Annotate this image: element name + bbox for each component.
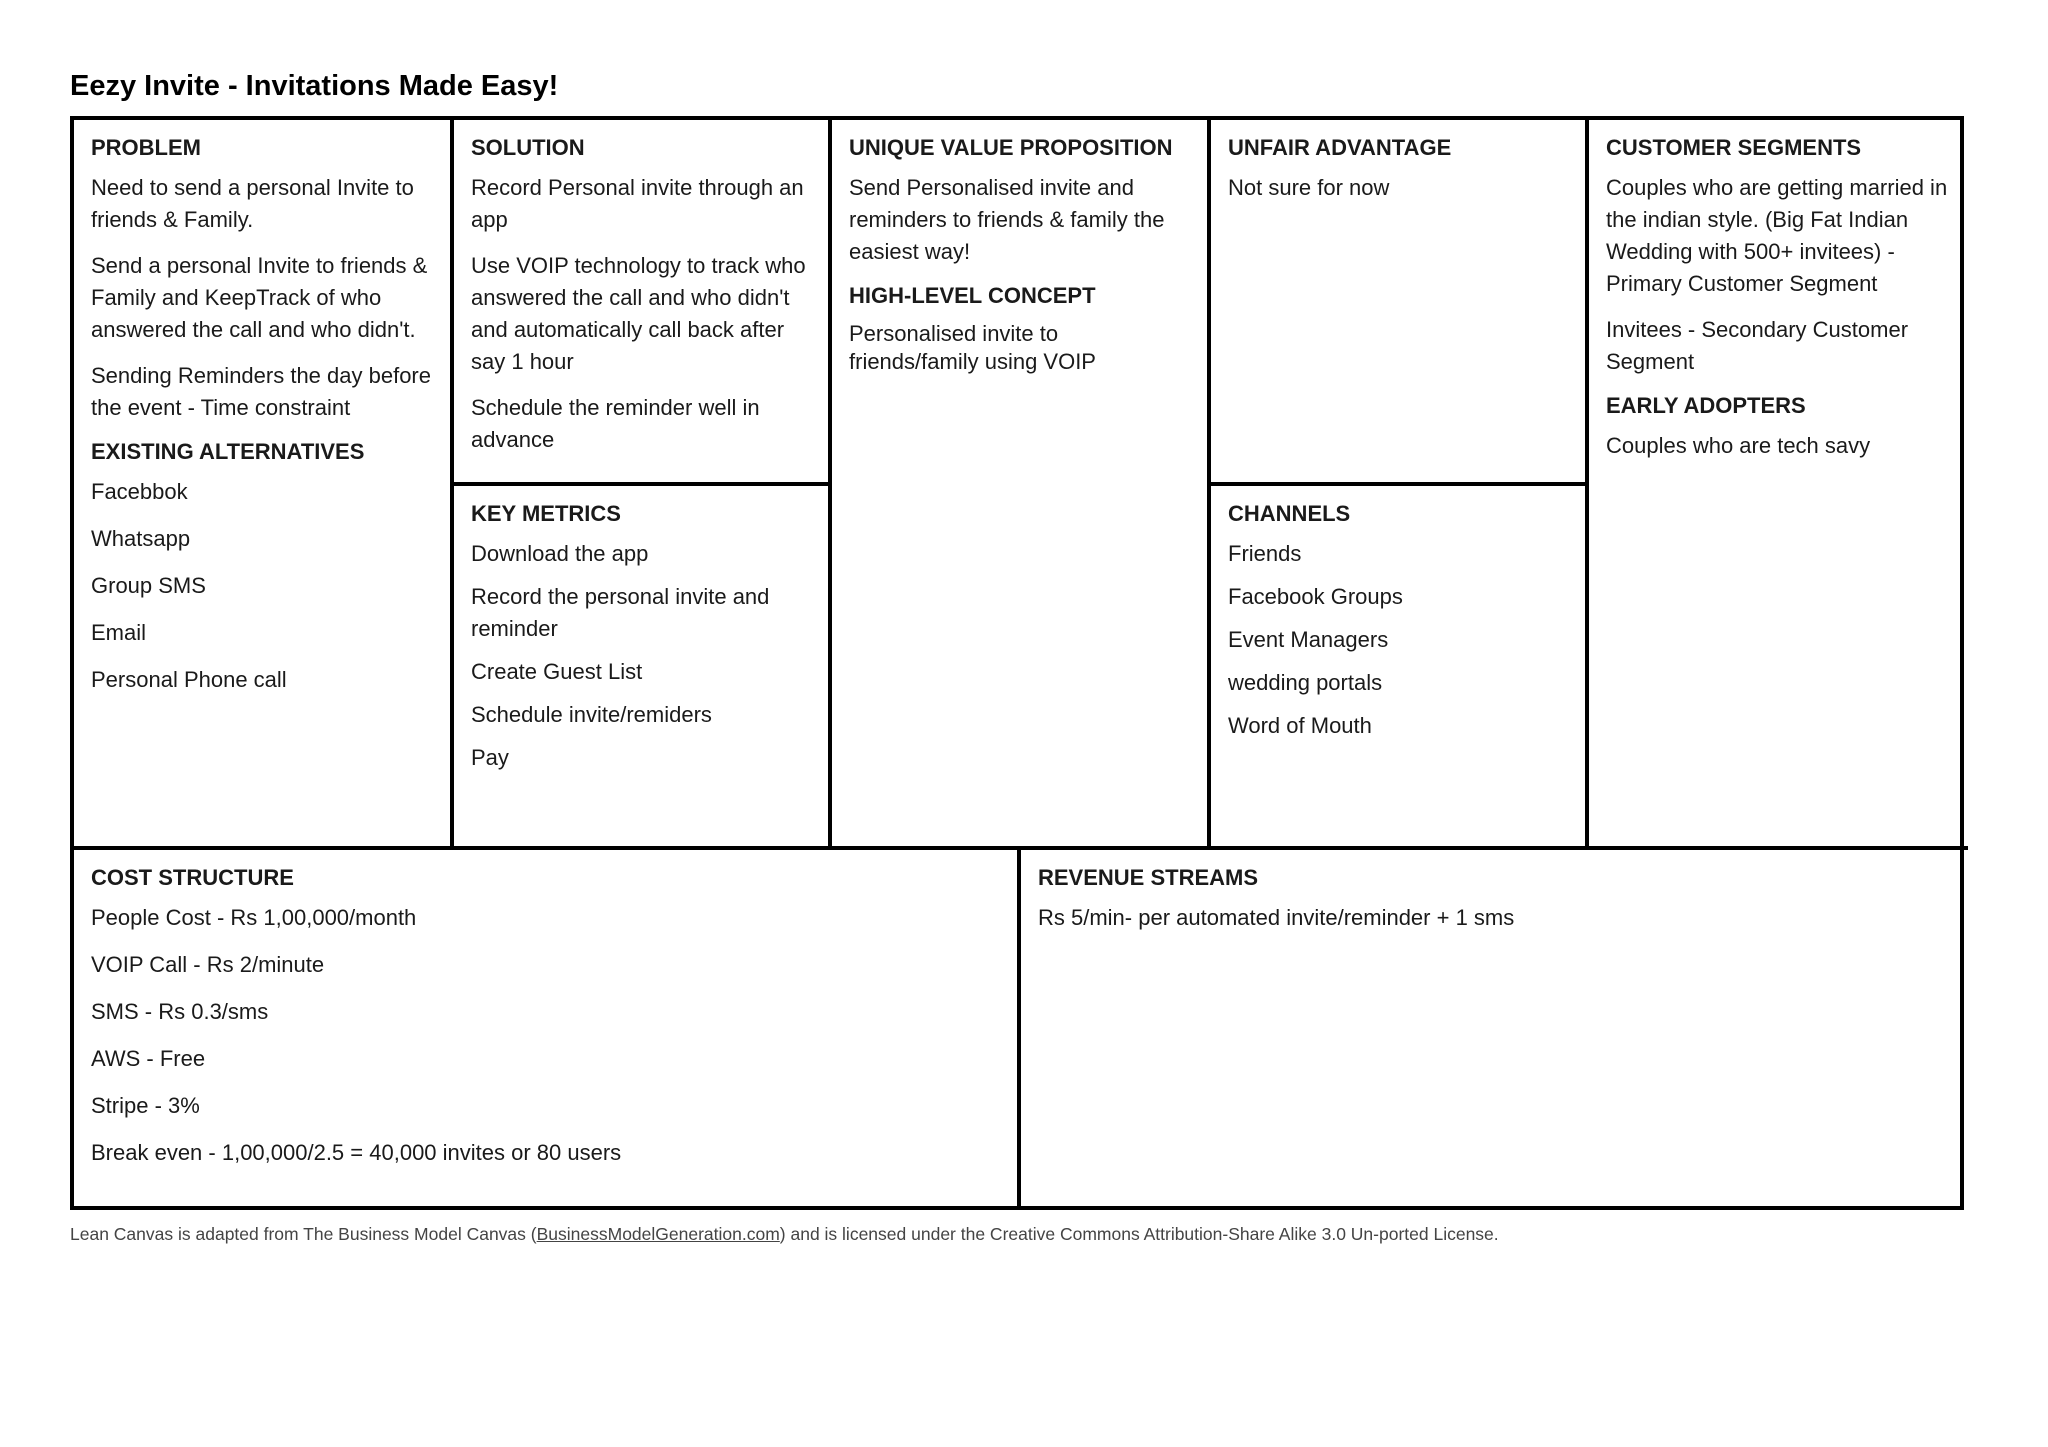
alternative-item: Whatsapp (91, 526, 191, 551)
unfair-advantage-header: UNFAIR ADVANTAGE (1228, 135, 1452, 160)
cost-structure-header: COST STRUCTURE (91, 865, 294, 890)
early-adopters-text: Couples who are tech savy (1606, 433, 1871, 458)
channel-item: wedding portals (1228, 670, 1383, 695)
channel-item: Friends (1228, 541, 1302, 566)
lean-canvas (70, 116, 1964, 1210)
metric-item: Create Guest List (471, 659, 643, 684)
alternative-item: Personal Phone call (91, 667, 287, 692)
customer-segments-header: CUSTOMER SEGMENTS (1606, 135, 1862, 160)
uvp-section (832, 120, 1207, 846)
channel-item: Word of Mouth (1228, 713, 1372, 738)
problem-section (74, 120, 450, 846)
segment-item: Invitees - Secondary Customer Segment (1606, 317, 1909, 374)
channels-header: CHANNELS (1228, 501, 1351, 526)
cost-item: SMS - Rs 0.3/sms (91, 999, 269, 1024)
cost-item: AWS - Free (91, 1046, 206, 1071)
solution-item: Schedule the reminder well in advance (471, 395, 760, 452)
revenue-streams-section (1021, 850, 1964, 1206)
channel-item: Facebook Groups (1228, 584, 1403, 609)
customer-segments-section (1589, 120, 1964, 846)
unfair-advantage-text: Not sure for now (1228, 175, 1390, 200)
key-metrics-header: KEY METRICS (471, 501, 621, 526)
problem-item: Sending Reminders the day before the event - Time constraint (91, 363, 431, 420)
channel-item: Event Managers (1228, 627, 1389, 652)
license-footer (70, 1224, 1499, 1245)
early-adopters-header: EARLY ADOPTERS (1606, 393, 1806, 418)
high-level-concept-text: Personalised invite to friends/family using VOIP (849, 321, 1096, 374)
cost-structure-section (74, 850, 1017, 1206)
channels-section (1211, 486, 1585, 846)
unfair-advantage-section (1211, 120, 1585, 482)
problem-header: PROBLEM (91, 135, 201, 160)
cost-item: VOIP Call - Rs 2/minute (91, 952, 325, 977)
footer-suffix: ) and is licensed under the Creative Commons Attribution-Share Alike 3.0 Un-ported License. (779, 1224, 1499, 1244)
problem-item: Send a personal Invite to friends & Family and KeepTrack of who answered the call and who didn't. (91, 253, 428, 342)
cost-item: Break even - 1,00,000/2.5 = 40,000 invites or 80 users (91, 1140, 622, 1165)
metric-item: Download the app (471, 541, 649, 566)
solution-item: Use VOIP technology to track who answered the call and who didn't and automatically call back after say 1 hour (471, 253, 806, 374)
uvp-header: UNIQUE VALUE PROPOSITION (849, 135, 1173, 160)
metric-item: Record the personal invite and reminder (471, 584, 770, 641)
problem-item: Need to send a personal Invite to friends & Family. (91, 175, 414, 232)
existing-alternatives-header: EXISTING ALTERNATIVES (91, 439, 365, 464)
solution-item: Record Personal invite through an app (471, 175, 804, 232)
cost-item: People Cost - Rs 1,00,000/month (91, 905, 417, 930)
segment-item: Couples who are getting married in the indian style. (Big Fat Indian Wedding with 500+ invitees) - Primary Customer Segment (1606, 175, 1948, 296)
uvp-text: Send Personalised invite and reminders to friends & family the easiest way! (849, 175, 1165, 264)
metric-item: Schedule invite/remiders (471, 702, 712, 727)
alternative-item: Email (91, 620, 147, 645)
alternative-item: Group SMS (91, 573, 206, 598)
footer-prefix: Lean Canvas is adapted from The Business Model Canvas ( (70, 1224, 537, 1244)
revenue-streams-text: Rs 5/min- per automated invite/reminder + 1 sms (1038, 905, 1515, 930)
page-title: Eezy Invite - Invitations Made Easy! (70, 70, 559, 102)
business-model-generation-link[interactable]: BusinessModelGeneration.com (536, 1224, 780, 1244)
solution-section (454, 120, 828, 482)
metric-item: Pay (471, 745, 509, 770)
high-level-concept-header: HIGH-LEVEL CONCEPT (849, 283, 1096, 308)
solution-header: SOLUTION (471, 135, 585, 160)
alternative-item: Facebbok (91, 479, 188, 504)
key-metrics-section (454, 486, 828, 846)
cost-item: Stripe - 3% (91, 1093, 200, 1118)
revenue-streams-header: REVENUE STREAMS (1038, 865, 1259, 890)
